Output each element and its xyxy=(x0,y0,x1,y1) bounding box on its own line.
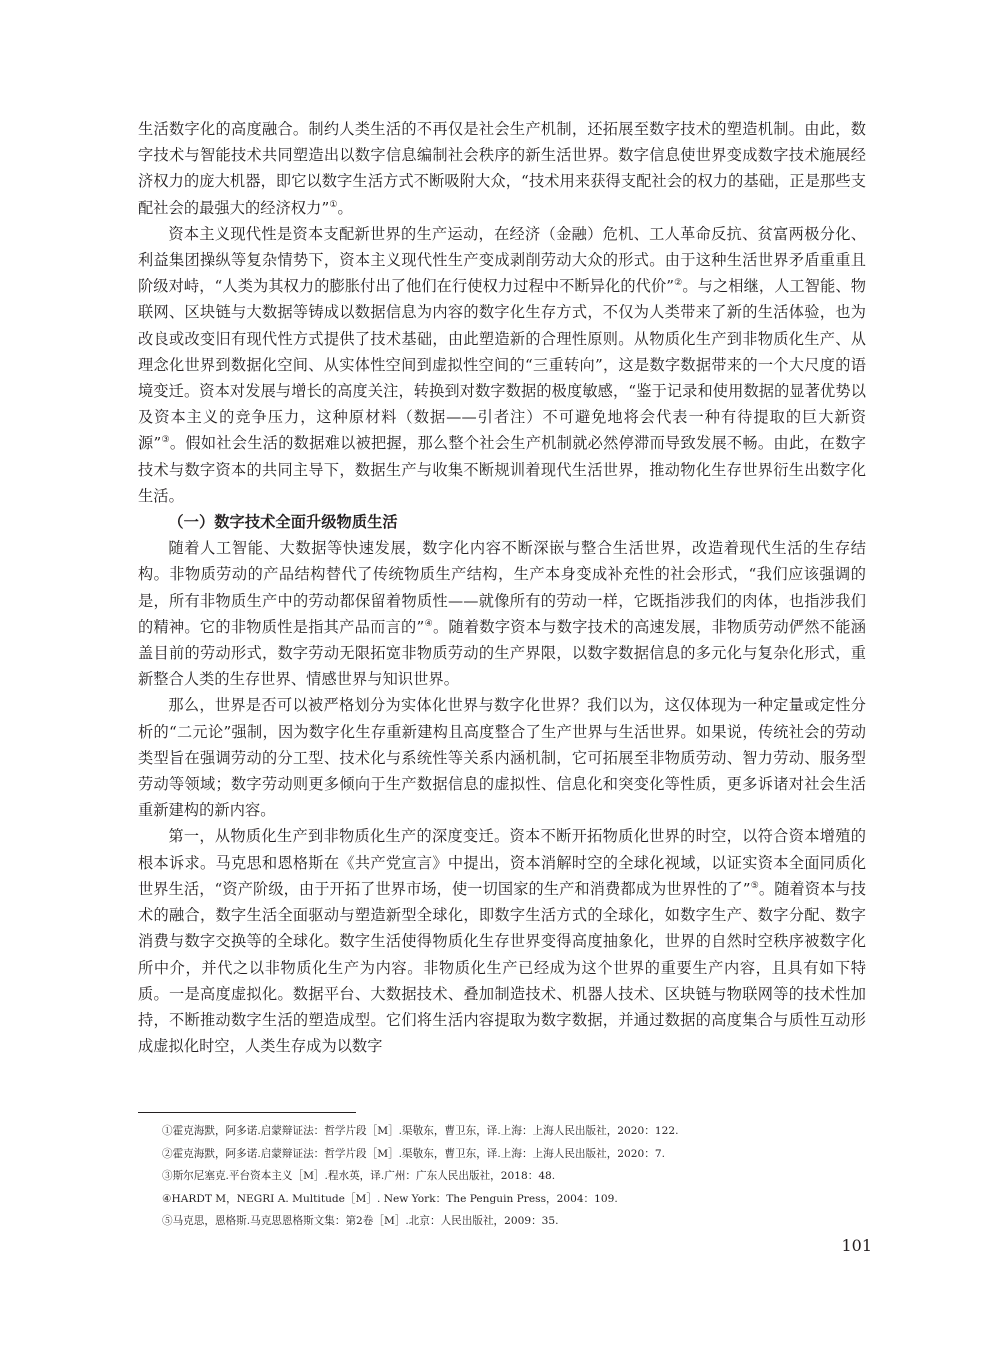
section-heading: （一）数字技术全面升级物质生活 xyxy=(168,513,398,532)
footnote-5: ⑤马克思，恩格斯.马克思恩格斯文集：第2卷［M］.北京：人民出版社，2009：35. xyxy=(162,1215,559,1228)
paragraph-3 xyxy=(138,535,866,692)
footnote-ref-4: ④ xyxy=(424,618,433,629)
paragraph-5-text-b: 。随着资本与技术的融合，数字生活全面驱动与塑造新型全球化，即数字生活方式的全球化，如数字生产、数字分配、数字消费与数字交换等的全球化。数字生活使得物质化生存世界变得高度抽象化，世界的自然时空秩序被数字化所中介，并代之以非物质化生产为内容。非物质化生产已经成为这个世界的重要生产内容，且具有如下特质。一是高度虚拟化。数据平台、大数据技术、叠加制造技术、机器人技术、区块链与物联网等的技术性加持，不断推动数字生活的塑造成型。它们将生活内容提取为数字数据，并通过数据的高度集合与质性互动形成虚拟化时空，人类生存成为以数字 xyxy=(138,879,867,1056)
footnote-ref-1: ① xyxy=(329,199,338,210)
paragraph-1 xyxy=(138,116,866,221)
paragraph-5 xyxy=(138,823,866,1059)
footnote-1: ①霍克海默，阿多诺.启蒙辩证法：哲学片段［M］.渠敬东，曹卫东，译.上海：上海人民出版社，2020：122. xyxy=(162,1125,679,1137)
footnotes xyxy=(162,1120,862,1233)
paragraph-4: 那么，世界是否可以被严格划分为实体化世界与数字化世界？我们以为，这仅体现为一种定量或定性分析的“二元论”强制，因为数字化生存重新建构且高度整合了生产世界与生活世界。如果说，传统社会的劳动类型旨在强调劳动的分工型、技术化与系统性等关系内涵机制，它可拓展至非物质劳动、智力劳动、服务型劳动等领域；数字劳动则更多倾向于生产数据信息的虚拟性、信息化和突变化等性质，更多诉诸对社会生活重新建构的新内容。 xyxy=(138,696,866,820)
paragraph-3-text: 随着人工智能、大数据等快速发展，数字化内容不断深嵌与整合生活世界，改造着现代生活的生存结构。非物质劳动的产品结构替代了传统物质生产结构，生产本身变成补充性的社会形式，“我们应该强调的是，所有非物质生产中的劳动都保留着物质性——就像所有的劳动一样，它既指涉我们的肉体，也指涉我们的精神。它的非物质性是指其产品而言的” xyxy=(138,539,866,636)
footnote-ref-2: ② xyxy=(674,278,683,289)
footnote-3: ③斯尔尼塞克.平台资本主义［M］.程水英，译.广州：广东人民出版社，2018：48. xyxy=(162,1170,556,1183)
paragraph-2-text-c: 。假如社会生活的数据难以被把握，那么整个社会生产机制就必然停滞而导致发展不畅。由此，在数字技术与数字资本的共同主导下，数据生产与收集不断规训着现代生活世界，推动物化生存世界衍生出数字化生活。 xyxy=(138,434,867,505)
footnote-ref-5: ⑤ xyxy=(750,880,759,891)
paragraph-5-text-a: 第一，从物质化生产到非物质化生产的深度变迁。资本不断开拓物质化世界的时空，以符合资本增殖的根本诉求。马克思和恩格斯在《共产党宣言》中提出，资本消解时空的全球化视域，以证实资本全面同质化世界生活，“资产阶级，由于开拓了世界市场，使一切国家的生产和消费都成为世界性的了” xyxy=(138,827,866,898)
paragraph-2-text-a: 资本主义现代性是资本支配新世界的生产运动，在经济（金融）危机、工人革命反抗、贫富两极分化、利益集团操纵等复杂情势下，资本主义现代性生产变成剥削劳动大众的形式。由于这种生活世界矛盾重重且阶级对峙，“人类为其权力的膨胀付出了他们在行使权力过程中不断异化的代价” xyxy=(138,224,866,296)
paragraph-3-end: 。随着数字资本与数字技术的高速发展，非物质劳动俨然不能涵盖目前的劳动形式，数字劳动无限拓宽非物质劳动的生产界限，以数字数据信息的多元化与复杂化形式，重新整合人类的生存世界、情感世界与知识世界。 xyxy=(138,617,866,689)
paragraph-1-end: 。 xyxy=(337,198,353,217)
paragraph-1-text: 生活数字化的高度融合。制约人类生活的不再仅是社会生产机制，还拓展至数字技术的塑造机制。由此，数字技术与智能技术共同塑造出以数字信息编制社会秩序的新生活世界。数字信息使世界变成数字技术施展经济权力的庞大机器，即它以数字生活方式不断吸附大众，“技术用来获得支配社会的权力的基础，正是那些支配社会的最强大的经济权力” xyxy=(138,120,866,217)
footnote-ref-3: ③ xyxy=(161,435,170,446)
footnote-divider xyxy=(138,1112,356,1113)
paragraph-2 xyxy=(138,221,866,509)
footnote-4: ④HARDT M，NEGRI A. Multitude［M］. New York：The Penguin Press，2004：109. xyxy=(162,1192,618,1205)
body-text xyxy=(138,116,866,1059)
footnote-2: ②霍克海默，阿多诺.启蒙辩证法：哲学片段［M］.渠敬东，曹卫东，译.上海：上海人民出版社，2020：7. xyxy=(162,1147,665,1160)
paragraph-2-text-b: 。与之相继，人工智能、物联网、区块链与大数据等铸成以数据信息为内容的数字化生存方式，不仅为人类带来了新的生活体验，也为改良或改变旧有现代性方式提供了技术基础，由此塑造新的合理性原则。从物质化生产到非物质化生产、从理念化世界到数据化空间、从实体性空间到虚拟性空间的“三重转向”，这是数字数据带来的一个大尺度的语境变迁。资本对发展与增长的高度关注，转换到对数字数据的极度敏感，“鉴于记录和使用数据的显著优势以及资本主义的竞争压力，这种原材料（数据——引者注）不可避免地将会代表一种有待提取的巨大新资源” xyxy=(138,277,867,453)
page-number: 101 xyxy=(841,1236,872,1255)
